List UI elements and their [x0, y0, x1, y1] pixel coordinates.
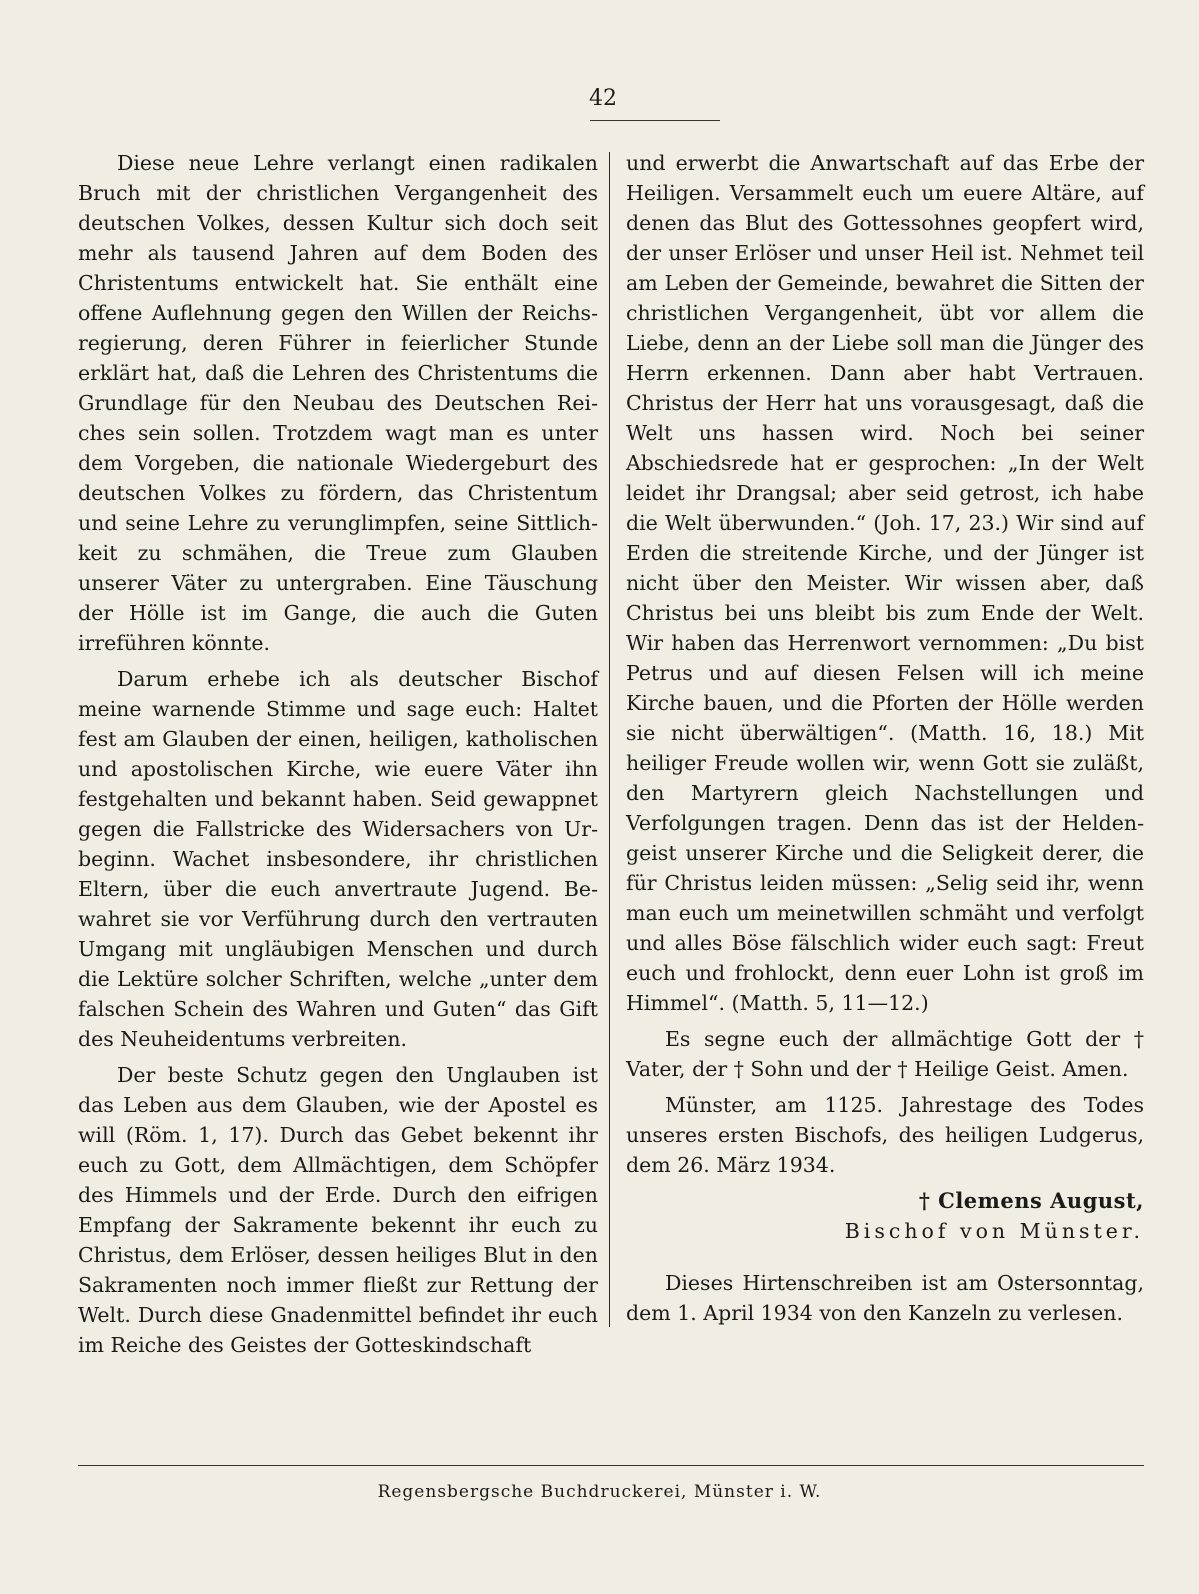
signature-title: Bischof von Münster.: [844, 1219, 1144, 1243]
signature: [626, 1186, 1144, 1246]
date-line: Münster, am 1125. Jahrestage des Todes unseres ersten Bischofs, des heiligen Ludgerus, dem 26. März 1934.: [626, 1093, 1144, 1177]
paragraph-best-protection: Der beste Schutz gegen den Unglauben ist das Leben aus dem Glauben, wie der Apostel es will (Röm. 1, 17). Durch das Gebet bekennt ihr euch zu Gott, dem Allmächtigen, dem Schöpfer des Himmels und der Erde. Durch den eifrigen Empfang der Sakramente bekennt ihr euch zu Christus, dem Erlöser, dessen heiliges Blut in den Sakramenten noch immer fließt zur Rettung der Welt. Durch diese Gnadenmittel befindet ihr euch im Reiche des Geistes der Gotteskindschaft: [78, 1063, 598, 1357]
page-number: 42: [589, 86, 617, 111]
paragraph-new-teaching: Diese neue Lehre verlangt einen radikalen Bruch mit der christlichen Vergangenheit des deutschen Volkes, dessen Kultur sich doch seit mehr als tausend Jahren auf dem Boden des Christentums entwickelt hat. Sie enthält eine offene Auflehnung gegen den Willen der Reichsregierung, deren Führer in feierlicher Stunde erklärt hat, daß die Lehren des Christentums die Grundlage für den Neubau des Deutschen Reiches sein sollen. Trotzdem wagt man es unter dem Vorgeben, die nationale Wiedergeburt des deutschen Volkes zu fördern, das Christentum und seine Lehre zu verunglimpfen, seine Sittlichkeit zu schmähen, die Treue zum Glauben unserer Väter zu untergraben. Eine Täuschung der Hölle ist im Gange, die auch die Guten irreführen könnte.: [78, 151, 598, 655]
footer-rule: [78, 1465, 1144, 1466]
right-column: [626, 148, 1144, 1328]
paragraph-continuation: und erwerbt die Anwartschaft auf das Erbe der Heiligen. Versammelt euch um euere Altäre, auf denen das Blut des Gottessohnes geopfert wird, der unser Erlöser und unser Heil ist. Nehmet teil am Leben der Gemeinde, bewahret die Sitten der christlichen Vergangenheit, übt vor allem die Liebe, denn an der Liebe soll man die Jünger des Herrn erkennen. Dann aber habt Vertrauen. Christus der Herr hat uns vorausgesagt, daß die Welt uns hassen wird. Noch bei seiner Abschiedsrede hat er gesprochen: „In der Welt leidet ihr Drangsal; aber seid getrost, ich habe die Welt überwunden.“ (Joh. 17, 23.) Wir sind auf Erden die streitende Kirche, und der Jünger ist nicht über den Meister. Wir wissen aber, daß Christus bei uns bleibt bis zum Ende der Welt. Wir haben das Herrenwort vernommen: „Du bist Petrus und auf diesen Felsen will ich meine Kirche bauen, und die Pforten der Hölle werden sie nicht überwältigen“. (Matth. 16, 18.) Mit heiliger Freude wollen wir, wenn Gott sie zuläßt, den Martyrern gleich Nachstellungen und Verfolgungen tragen. Denn das ist der Heldengeist unserer Kirche und die Seligkeit derer, die für Christus leiden müssen: „Selig seid ihr, wenn man euch um meinetwillen schmäht und verfolgt und alles Böse fälschlich wider euch sagt: Freut euch und frohlockt, denn euer Lohn ist groß im Himmel“. (Matth. 5, 11—12.): [626, 151, 1144, 1015]
signature-name: † Clemens August,: [918, 1188, 1144, 1213]
reading-note: Dieses Hirtenschreiben ist am Ostersonntag, dem 1. April 1934 von den Kanzeln zu verlesen.: [626, 1271, 1144, 1325]
column-divider: [609, 152, 610, 1327]
printer-imprint: Regensbergsche Buchdruckerei, Münster i. W.: [377, 1482, 822, 1502]
left-column: [78, 148, 598, 1360]
paragraph-warning: Darum erhebe ich als deutscher Bischof meine warnende Stimme und sage euch: Haltet fest am Glauben der einen, heiligen, katholischen und apostolischen Kirche, wie euere Väter ihn festgehalten und bekannt haben. Seid gewappnet gegen die Fallstricke des Widersachers von Urbeginn. Wachet insbesondere, ihr christlichen Eltern, über die euch anvertraute Jugend. Bewahret sie vor Verführung durch den vertrauten Umgang mit ungläubigen Menschen und durch die Lektüre solcher Schriften, welche „unter dem falschen Schein des Wahren und Guten“ das Gift des Neuheidentums verbreiten.: [78, 667, 598, 1051]
header-rule: [590, 120, 720, 121]
blessing: Es segne euch der allmächtige Gott der † Vater, der † Sohn und der † Heilige Geist. Amen.: [626, 1027, 1144, 1081]
